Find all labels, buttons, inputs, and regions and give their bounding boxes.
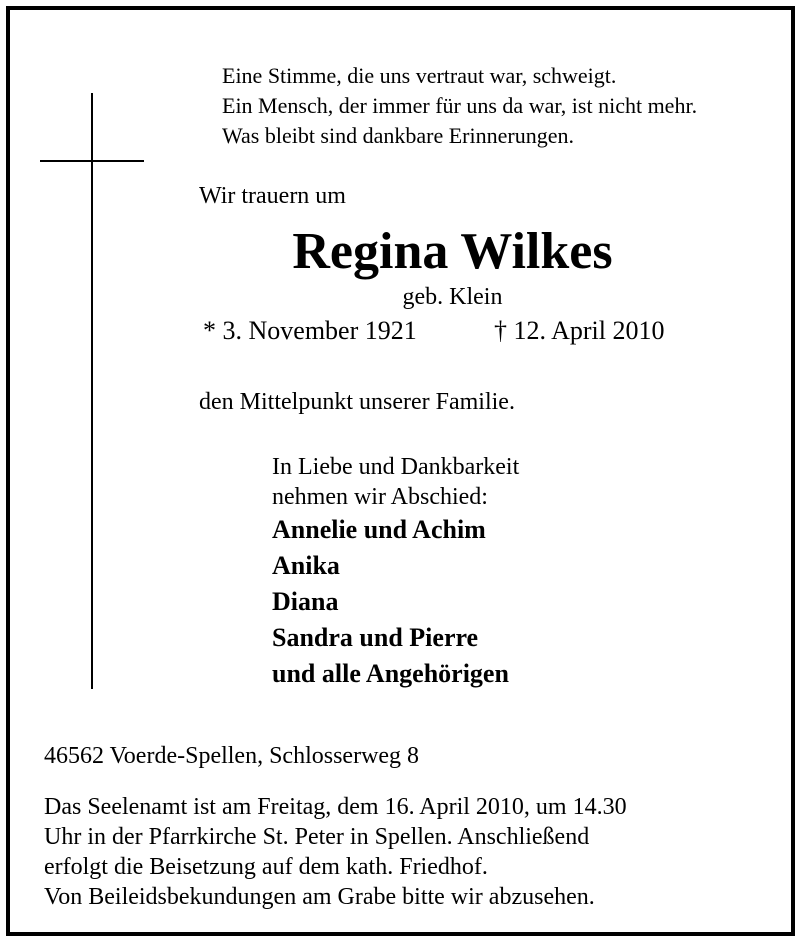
cross-vertical-bar xyxy=(91,93,93,689)
service-line: Das Seelenamt ist am Freitag, dem 16. April 2010, um 14.30 xyxy=(44,794,627,820)
service-info xyxy=(44,792,627,912)
family-center-line: den Mittelpunkt unserer Familie. xyxy=(199,389,515,415)
birth-date: * 3. November 1921 xyxy=(203,316,417,345)
service-line: erfolgt die Beisetzung auf dem kath. Friedhof. xyxy=(44,854,488,880)
service-line: Uhr in der Pfarrkirche St. Peter in Spellen. Anschließend xyxy=(44,824,590,850)
life-dates xyxy=(203,315,665,347)
mourners-list xyxy=(272,512,509,692)
mourner-name: und alle Angehörigen xyxy=(272,659,509,688)
poem-line: Eine Stimme, die uns vertraut war, schweigt. xyxy=(222,63,617,88)
mourner-name: Annelie und Achim xyxy=(272,515,486,544)
maiden-name: geb. Klein xyxy=(402,284,503,310)
mourner-name: Anika xyxy=(272,551,340,580)
mourner-name: Diana xyxy=(272,587,339,616)
farewell-line: In Liebe und Dankbarkeit xyxy=(272,454,520,480)
death-date: † 12. April 2010 xyxy=(494,316,665,345)
poem xyxy=(222,61,697,151)
poem-line: Ein Mensch, der immer für uns da war, ist nicht mehr. xyxy=(222,93,698,118)
mourning-intro: Wir trauern um xyxy=(199,183,346,209)
cross-horizontal-bar xyxy=(40,160,144,162)
poem-line: Was bleibt sind dankbare Erinnerungen. xyxy=(222,123,574,148)
farewell-line: nehmen wir Abschied: xyxy=(272,484,488,510)
farewell-text xyxy=(272,452,519,512)
address: 46562 Voerde-Spellen, Schlosserweg 8 xyxy=(44,743,420,769)
deceased-name: Regina Wilkes xyxy=(292,223,613,280)
service-line: Von Beileidsbekundungen am Grabe bitte wir abzusehen. xyxy=(44,884,595,910)
mourner-name: Sandra und Pierre xyxy=(272,623,479,652)
